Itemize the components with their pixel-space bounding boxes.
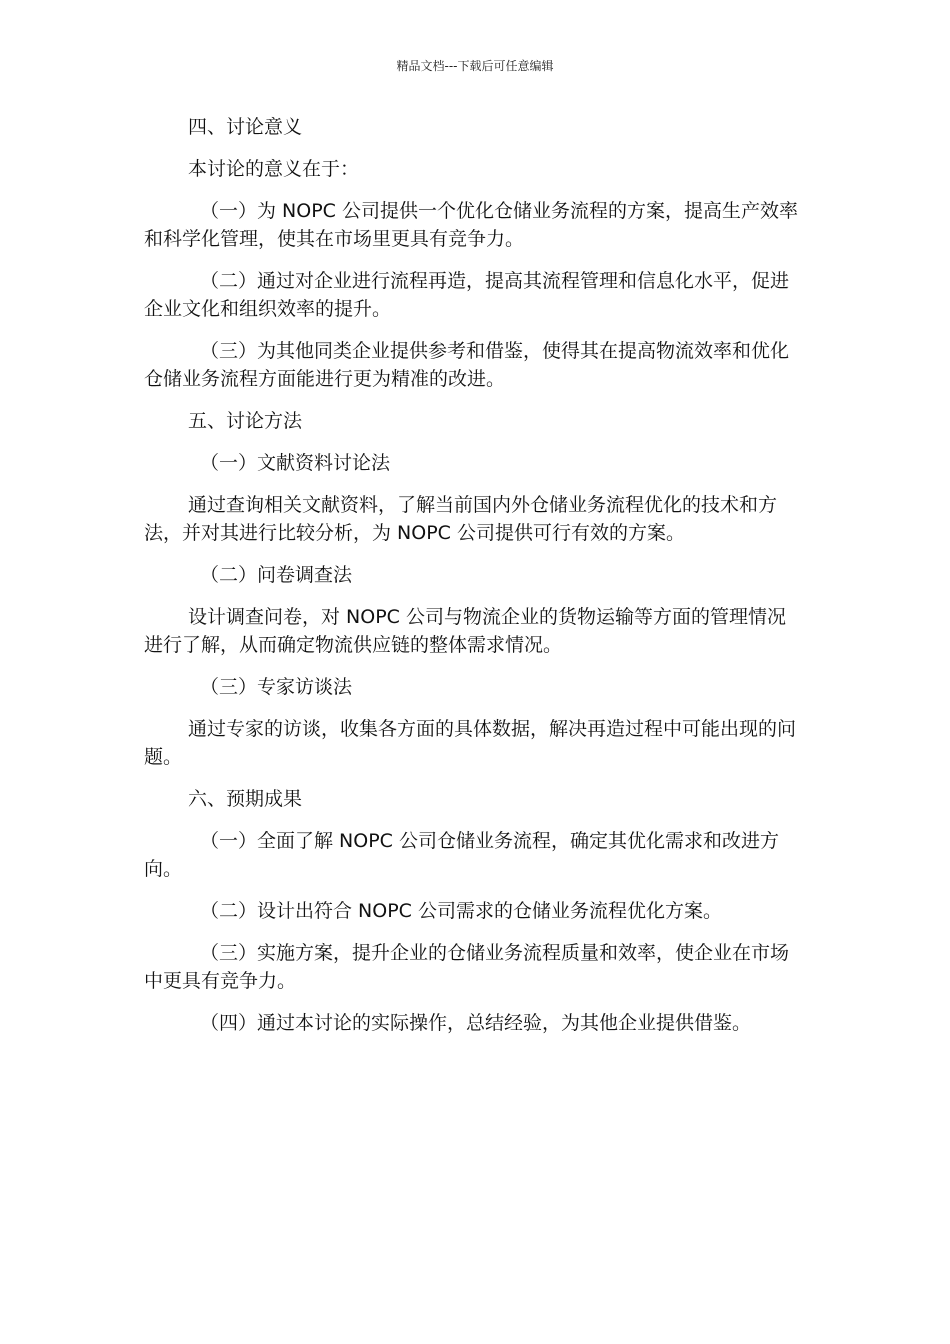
list-paragraph: （三）实施方案，提升企业的仓储业务流程质量和效率，使企业在市场中更具有竞争力。 [144, 942, 790, 992]
paragraph: 通过专家的访谈，收集各方面的具体数据，解决再造过程中可能出现的问题。 [144, 718, 797, 768]
document-body [144, 113, 798, 1051]
paragraph: 设计调查问卷，对 NOPC 公司与物流企业的货物运输等方面的管理情况进行了解，从而确定物流供应链的整体需求情况。 [144, 606, 786, 656]
section-heading-methods: 五、讨论方法 [188, 410, 303, 432]
list-paragraph: （三）为其他同类企业提供参考和借鉴，使得其在提高物流效率和优化仓储业务流程方面能进行更为精准的改进。 [144, 340, 790, 390]
subheading: （二）问卷调查法 [200, 564, 353, 586]
list-paragraph: （一）为 NOPC 公司提供一个优化仓储业务流程的方案，提高生产效率和科学化管理，使其在市场里更具有竞争力。 [144, 200, 798, 250]
list-paragraph: （二）通过对企业进行流程再造，提高其流程管理和信息化水平，促进企业文化和组织效率的提升。 [144, 270, 790, 320]
page-header: 精品文档---下载后可任意编辑 [396, 59, 554, 73]
paragraph: 通过查询相关文献资料，了解当前国内外仓储业务流程优化的技术和方法，并对其进行比较分析，为 NOPC 公司提供可行有效的方案。 [144, 494, 778, 544]
list-paragraph: （一）全面了解 NOPC 公司仓储业务流程，确定其优化需求和改进方向。 [144, 830, 779, 880]
section-heading-significance: 四、讨论意义 [188, 116, 303, 138]
paragraph: 本讨论的意义在于： [188, 158, 360, 180]
list-paragraph: （四）通过本讨论的实际操作，总结经验，为其他企业提供借鉴。 [200, 1012, 752, 1034]
subheading: （三）专家访谈法 [200, 676, 353, 698]
subheading: （一）文献资料讨论法 [200, 452, 391, 474]
section-heading-outcomes: 六、预期成果 [188, 788, 303, 810]
list-paragraph: （二）设计出符合 NOPC 公司需求的仓储业务流程优化方案。 [200, 900, 722, 922]
